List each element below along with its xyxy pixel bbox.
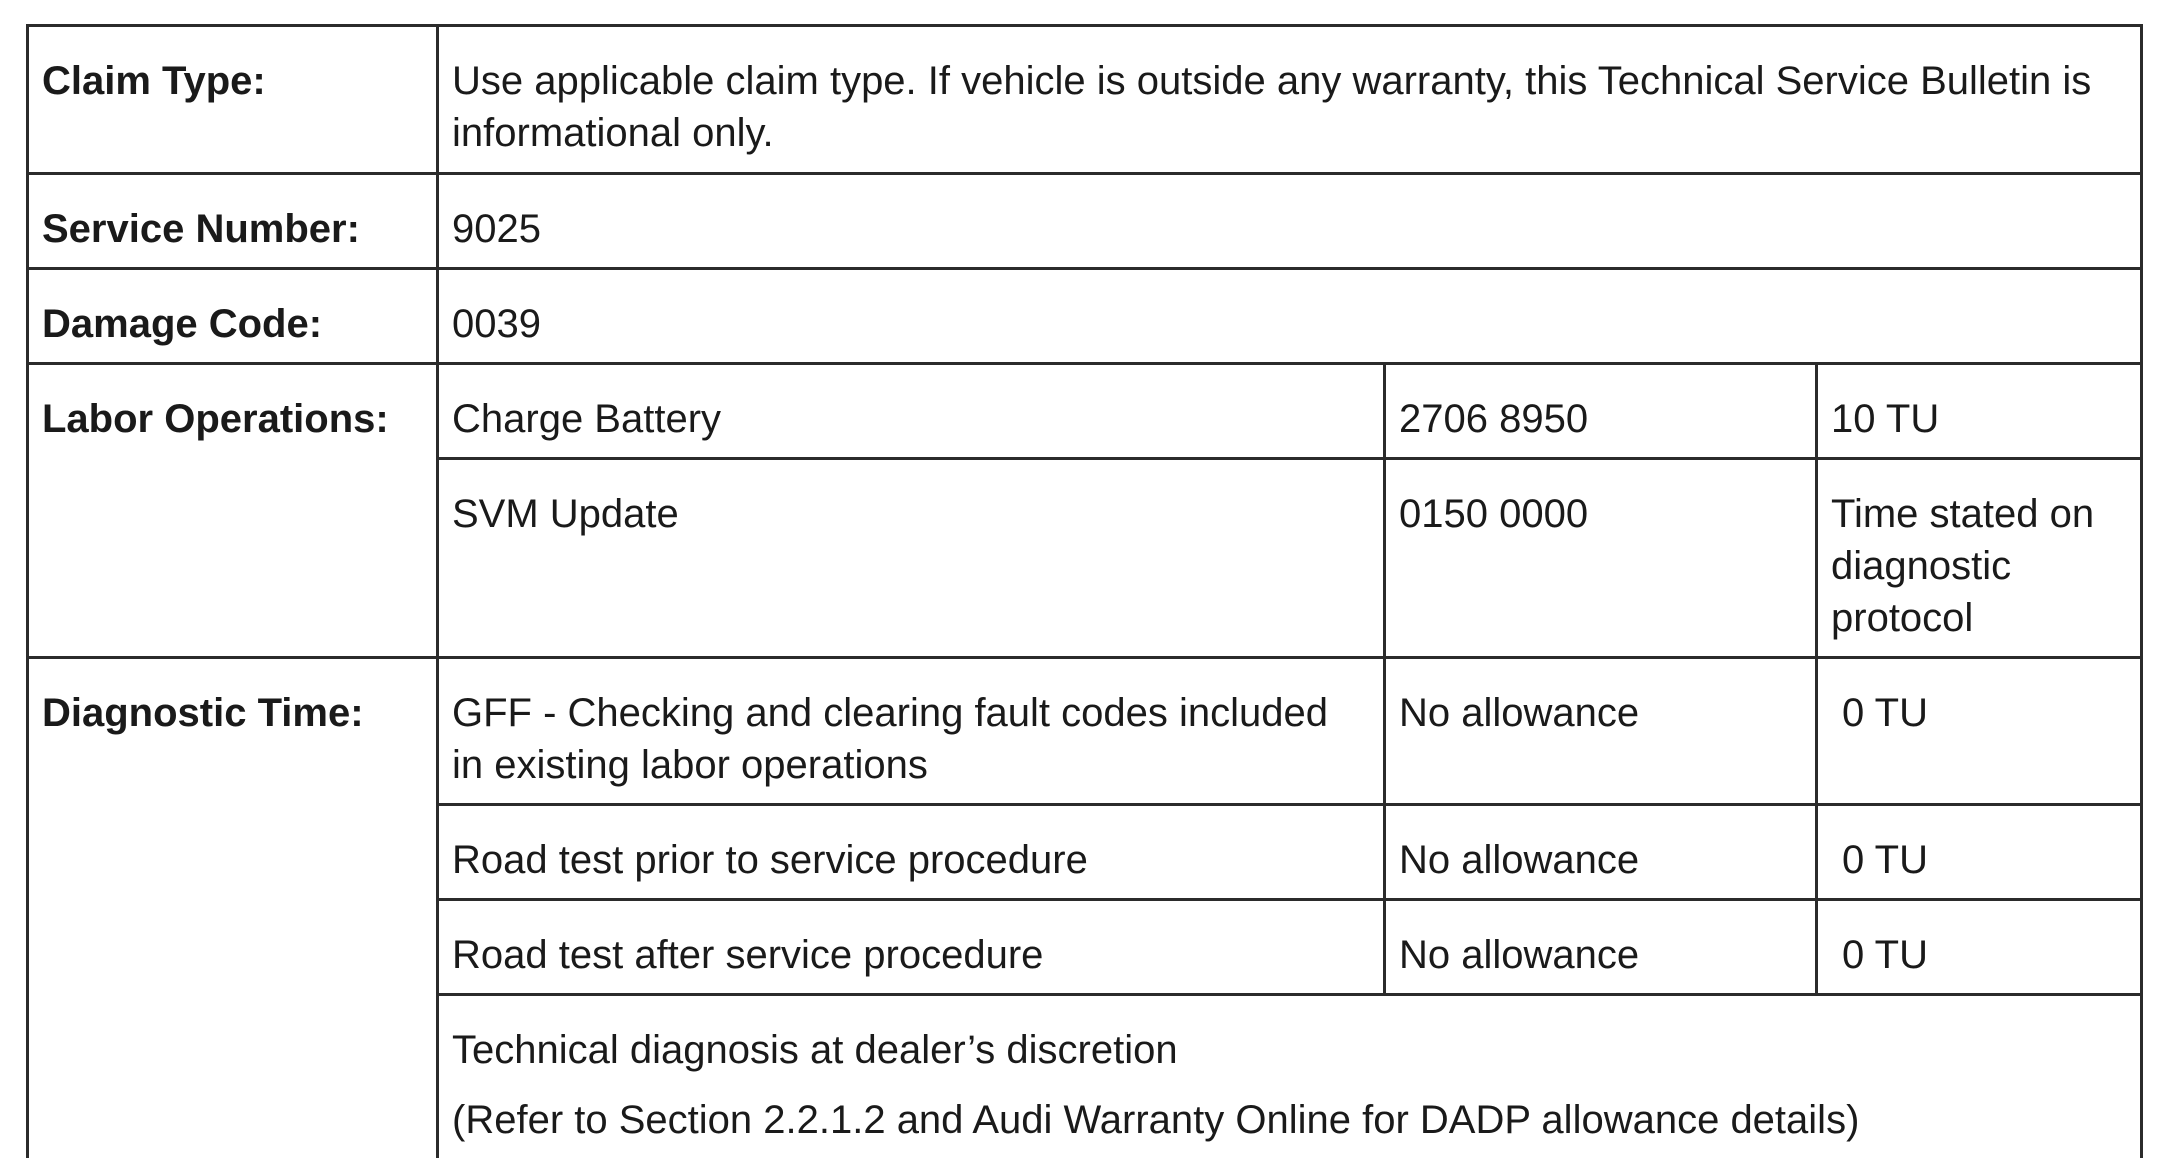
diagnostic-allowance: No allowance bbox=[1385, 658, 1817, 805]
diagnostic-time-value: 0 TU bbox=[1817, 658, 2142, 805]
diagnostic-note-line: Technical diagnosis at dealer’s discretion bbox=[452, 1028, 1178, 1072]
diagnostic-description: Road test prior to service procedure bbox=[438, 805, 1385, 900]
damage-code-row bbox=[28, 269, 2142, 364]
diagnostic-time-label: Diagnostic Time: bbox=[28, 658, 438, 1159]
diagnostic-note-reference: (Refer to Section 2.2.1.2 and Audi Warranty Online for DADP allowance details) bbox=[452, 1098, 1860, 1142]
claim-type-value: Use applicable claim type. If vehicle is outside any warranty, this Technical Service Bulletin is informational only. bbox=[438, 26, 2142, 174]
claim-type-row bbox=[28, 26, 2142, 174]
warranty-info-table bbox=[26, 24, 2143, 1158]
diagnostic-time-value: 0 TU bbox=[1817, 900, 2142, 995]
labor-operation-row bbox=[28, 364, 2142, 459]
diagnostic-description: Road test after service procedure bbox=[438, 900, 1385, 995]
service-number-value: 9025 bbox=[438, 174, 2142, 269]
diagnostic-allowance: No allowance bbox=[1385, 805, 1817, 900]
diagnostic-time-row bbox=[28, 658, 2142, 805]
labor-operations-label: Labor Operations: bbox=[28, 364, 438, 658]
labor-operation-code: 0150 0000 bbox=[1385, 459, 1817, 658]
labor-operation-description: SVM Update bbox=[438, 459, 1385, 658]
claim-type-label: Claim Type: bbox=[28, 26, 438, 174]
damage-code-value: 0039 bbox=[438, 269, 2142, 364]
diagnostic-description: GFF - Checking and clearing fault codes included in existing labor operations bbox=[438, 658, 1385, 805]
diagnostic-note bbox=[438, 995, 2142, 1159]
labor-operation-time: Time stated on diagnostic protocol bbox=[1817, 459, 2142, 658]
service-number-row bbox=[28, 174, 2142, 269]
damage-code-label: Damage Code: bbox=[28, 269, 438, 364]
labor-operation-code: 2706 8950 bbox=[1385, 364, 1817, 459]
labor-operation-time: 10 TU bbox=[1817, 364, 2142, 459]
service-number-label: Service Number: bbox=[28, 174, 438, 269]
diagnostic-allowance: No allowance bbox=[1385, 900, 1817, 995]
diagnostic-time-value: 0 TU bbox=[1817, 805, 2142, 900]
labor-operation-description: Charge Battery bbox=[438, 364, 1385, 459]
